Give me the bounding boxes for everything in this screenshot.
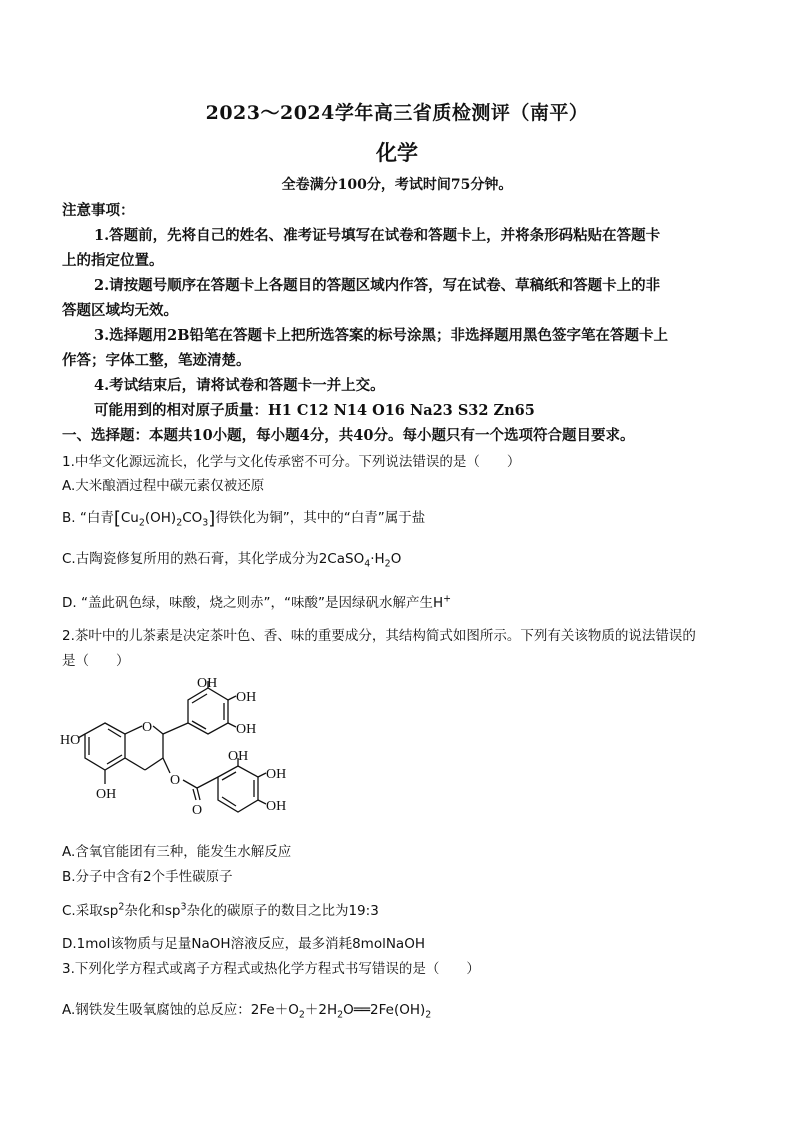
catechin-structure-diagram — [60, 676, 300, 836]
oh-label: OH — [228, 749, 249, 764]
oh-label: OH — [266, 799, 287, 814]
notice-item-2: 2.请按题号顺序在答题卡上各题目的答题区域内作答，写在试卷、草稿纸和答题卡上的非 — [94, 277, 661, 294]
notice-heading: 注意事项： — [62, 202, 135, 219]
q2-option-c: C.采取$sp^2$杂化和$sp^3$杂化的碳原子的数目之比为19:3 — [62, 901, 379, 919]
oh-label: OH — [236, 690, 257, 705]
oh-label: OH — [266, 767, 287, 782]
ring-oxygen-label: O — [142, 720, 153, 735]
oh-label: OH — [236, 722, 257, 737]
q2-option-a: A.含氧官能团有三种，能发生水解反应 — [62, 844, 292, 860]
carbonyl-oxygen-label: O — [192, 803, 203, 818]
q1-option-c: C.古陶瓷修复所用的熟石膏，其化学成分为$2CaSO_4\cdot H_2O$ — [62, 551, 402, 570]
q2-stem: 2.茶叶中的儿茶素是决定茶叶色、香、味的重要成分，其结构简式如图所示。下列有关该物质的说法错误的 — [62, 628, 696, 644]
q1-option-a: A.大米酿酒过程中碳元素仅被还原 — [62, 478, 265, 494]
q1-stem: 1.中华文化源远流长，化学与文化传承密不可分。下列说法错误的是（ ） — [62, 454, 521, 470]
exam-info: 全卷满分100分，考试时间75分钟。 — [281, 177, 513, 193]
q1-option-b: B. “白青$[Cu_2(OH)_2CO_3]$得铁化为铜”，其中的“白青”属于盐 — [62, 508, 426, 529]
q2-option-b: B.分子中含有2个手性碳原子 — [62, 869, 233, 885]
q2-option-d: D.1mol该物质与足量NaOH溶液反应，最多消耗8molNaOH — [62, 936, 425, 952]
q3-option-a: A.钢铁发生吸氧腐蚀的总反应：$2Fe+O_2+2H_2O══2Fe(OH)_2$ — [62, 1002, 432, 1021]
notice-item-3-cont: 作答；字体工整，笔迹清楚。 — [62, 352, 251, 369]
oh-label: OH — [197, 676, 218, 691]
ho-label: HO — [60, 733, 81, 748]
notice-item-2-cont: 答题区域均无效。 — [62, 302, 178, 319]
ester-oxygen-label: O — [170, 773, 181, 788]
subject-title: 化学 — [376, 140, 418, 165]
q2-stem-cont: 是（ ） — [62, 653, 130, 669]
notice-item-4: 4.考试结束后，请将试卷和答题卡一并上交。 — [94, 377, 385, 394]
section-1-heading: 一、选择题：本题共10小题，每小题4分，共40分。每小题只有一个选项符合题目要求。 — [62, 427, 635, 444]
exam-title: 2023～2024学年高三省质检测评（南平） — [205, 102, 589, 124]
notice-item-1: 1.答题前，先将自己的姓名、准考证号填写在试卷和答题卡上，并将条形码粘贴在答题卡 — [94, 227, 661, 244]
notice-item-3: 3.选择题用2B铅笔在答题卡上把所选答案的标号涂黑；非选择题用黑色签字笔在答题卡上 — [94, 327, 668, 344]
formula: $Cu_2(OH)_2CO_3$ — [120, 510, 209, 529]
q1-option-d: D. “盖此矾色绿，味酸，烧之则赤”，“味酸”是因绿矾水解产生H+ — [62, 593, 452, 611]
oh-label: OH — [96, 787, 117, 802]
q3-stem: 3.下列化学方程式或离子方程式或热化学方程式书写错误的是（ ） — [62, 961, 480, 977]
atomic-masses: 可能用到的相对原子质量：H1 C12 N14 O16 Na23 S32 Zn65 — [94, 402, 535, 419]
notice-item-1-cont: 上的指定位置。 — [62, 252, 164, 269]
